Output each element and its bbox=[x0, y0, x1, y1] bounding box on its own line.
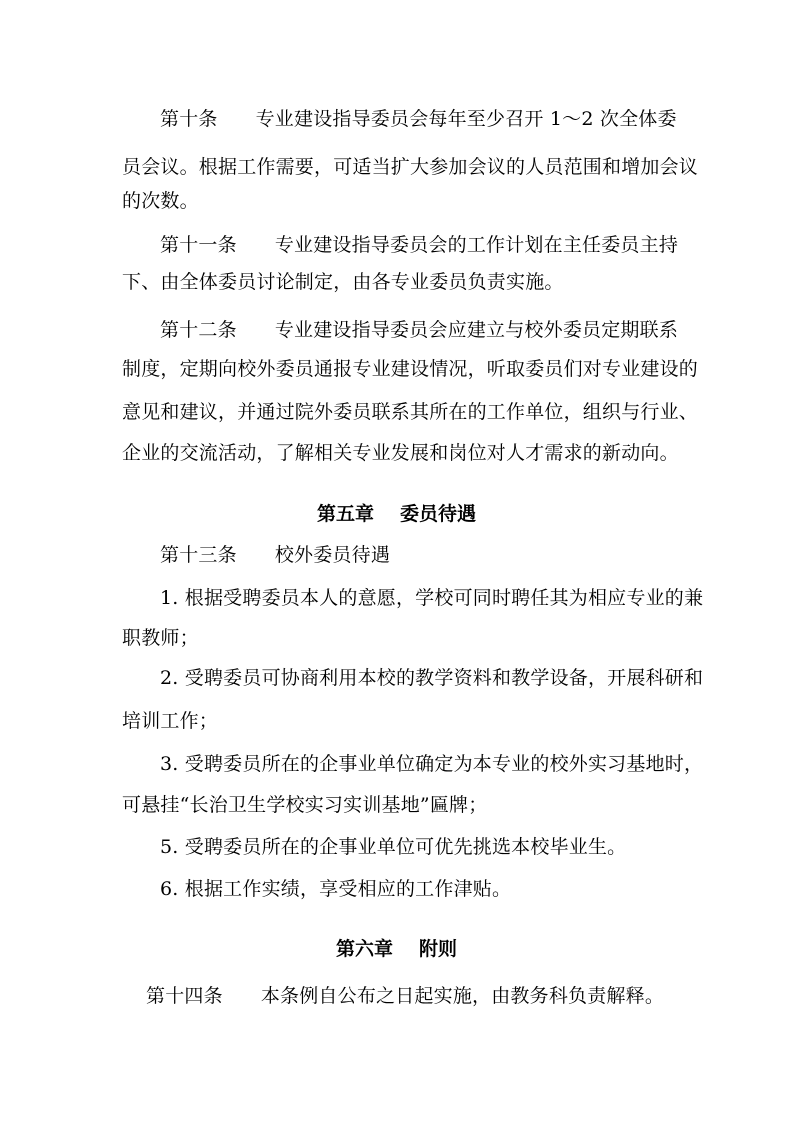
article-12-label: 第十二条 bbox=[160, 319, 237, 341]
item-2-line-2: 培训工作； bbox=[122, 710, 219, 732]
chapter-5-title: 委员待遇 bbox=[400, 503, 477, 525]
chapter-5-heading bbox=[0, 502, 793, 526]
article-13-line bbox=[160, 543, 720, 567]
article-13-title: 校外委员待遇 bbox=[274, 544, 391, 566]
item-3-line-2: 可悬挂“长治卫生学校实习实训基地”匾牌； bbox=[122, 794, 488, 816]
chapter-6-title: 附则 bbox=[419, 938, 458, 960]
item-5-line: 5. 受聘委员所在的企事业单位可优先挑选本校毕业生。 bbox=[160, 836, 627, 858]
article-12-text-1: 专业建设指导委员会应建立与校外委员定期联系 bbox=[274, 319, 679, 341]
chapter-6-number: 第六章 bbox=[335, 938, 393, 960]
article-12-line-2: 制度，定期向校外委员通报专业建设情况，听取委员们对专业建设的 bbox=[122, 358, 699, 380]
article-14-line bbox=[146, 984, 706, 1008]
article-12-line-4: 企业的交流活动，了解相关专业发展和岗位对人才需求的新动向。 bbox=[122, 442, 679, 464]
article-11-text-1: 专业建设指导委员会的工作计划在主任委员主持 bbox=[274, 234, 679, 256]
chapter-5-number: 第五章 bbox=[316, 503, 374, 525]
article-13-label: 第十三条 bbox=[160, 544, 237, 566]
article-12-line-1 bbox=[160, 318, 720, 342]
item-2-line-1: 2. 受聘委员可协商利用本校的教学资料和教学设备，开展科研和 bbox=[160, 667, 704, 689]
article-10-text-1: 专业建设指导委员会每年至少召开 1～2 次全体委 bbox=[255, 108, 677, 130]
article-11-label: 第十一条 bbox=[160, 234, 237, 256]
item-3-line-1: 3. 受聘委员所在的企事业单位确定为本专业的校外实习基地时， bbox=[160, 753, 704, 775]
article-11-line-2: 下、由全体委员讨论制定，由各专业委员负责实施。 bbox=[122, 271, 564, 293]
article-10-line-2: 员会议。根据工作需要，可适当扩大参加会议的人员范围和增加会议 bbox=[122, 156, 699, 178]
article-14-label: 第十四条 bbox=[146, 985, 223, 1007]
item-1-line-2: 职教师； bbox=[122, 627, 199, 649]
article-14-text: 本条例自公布之日起实施，由教务科负责解释。 bbox=[260, 985, 665, 1007]
article-11-line-1 bbox=[160, 233, 720, 257]
article-10-line-1 bbox=[160, 107, 720, 131]
article-10-line-3: 的次数。 bbox=[122, 190, 199, 212]
chapter-6-heading bbox=[0, 937, 793, 961]
article-12-line-3: 意见和建议，并通过院外委员联系其所在的工作单位，组织与行业、 bbox=[122, 401, 699, 423]
item-6-line: 6. 根据工作实绩，享受相应的工作津贴。 bbox=[160, 878, 512, 900]
article-10-label: 第十条 bbox=[160, 108, 218, 130]
item-1-line-1: 1. 根据受聘委员本人的意愿，学校可同时聘任其为相应专业的兼 bbox=[160, 587, 704, 609]
